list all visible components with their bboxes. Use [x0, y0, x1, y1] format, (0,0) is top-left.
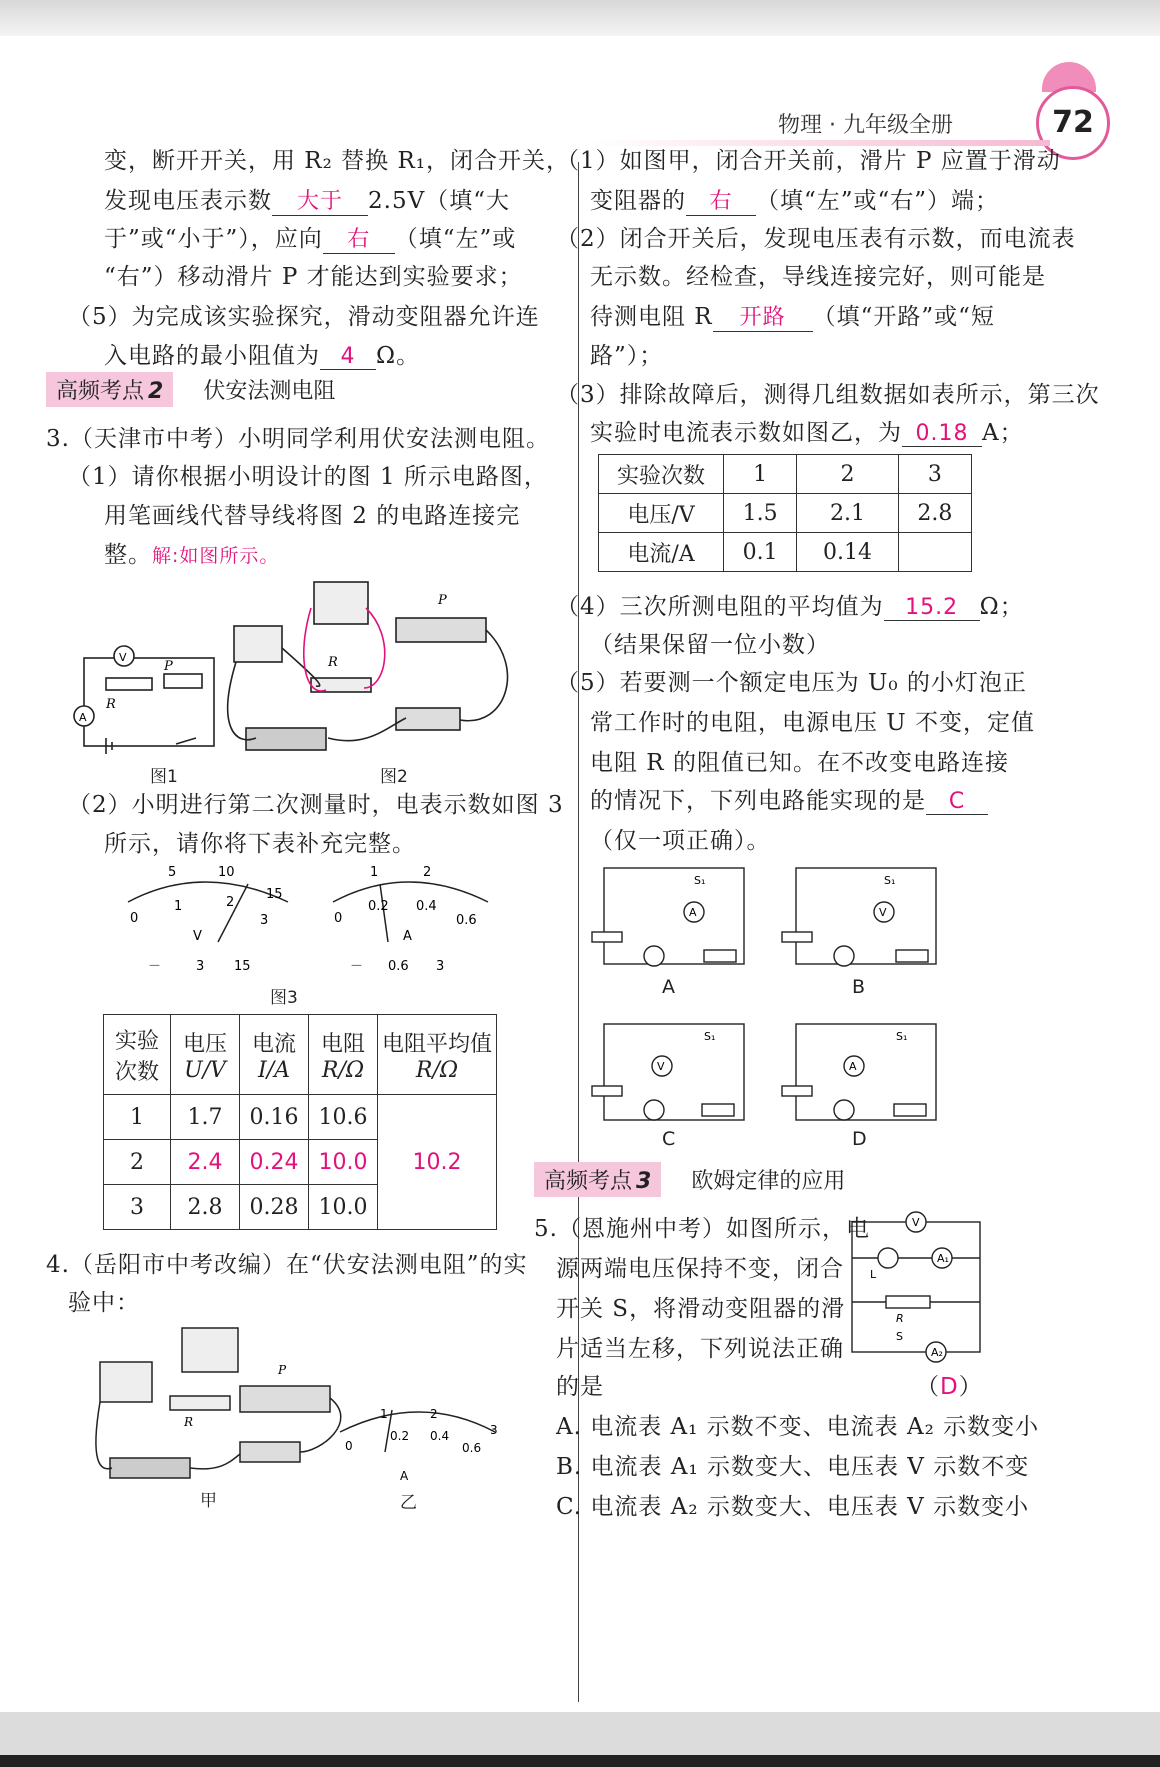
cell: 1 — [724, 455, 797, 494]
q5-option-a: A. 电流表 A₁ 示数不变、电流表 A₂ 示数变小 — [556, 1414, 1040, 1440]
question-5-answer: （D） — [916, 1374, 983, 1400]
figure-3-meters — [118, 862, 498, 982]
answer-blank: 右 — [686, 184, 756, 216]
left-line-3: 于”或“小于”），应向 右 （填“左”或 — [104, 220, 516, 254]
cell: 0.16 — [240, 1095, 309, 1140]
figure-jia-caption: 甲 — [200, 1491, 217, 1511]
data-table-2 — [598, 454, 972, 572]
figure-jia-yi — [90, 1322, 510, 1502]
cell: 2.8 — [171, 1185, 240, 1230]
section-2-header — [46, 372, 335, 406]
svg-text:S₁: S₁ — [896, 1030, 908, 1043]
answer-blank: 右 — [323, 222, 395, 254]
cell: 电流/A — [599, 533, 724, 572]
question-5-line5: 的是 — [556, 1374, 604, 1400]
svg-text:L: L — [870, 1268, 877, 1281]
svg-text:V: V — [657, 1060, 665, 1073]
svg-text:0.6: 0.6 — [456, 913, 477, 928]
figure-2-caption: 图2 — [380, 767, 408, 787]
right-line-8: 实验时电流表示数如图乙，为 0.18 A； — [590, 420, 1024, 446]
right-line-14: 的情况下，下列电路能实现的是 C — [590, 782, 988, 815]
svg-text:－: － — [148, 959, 162, 974]
solution-note: 解:如图所示。 — [152, 545, 280, 567]
svg-text:0: 0 — [334, 911, 343, 926]
svg-text:R: R — [106, 697, 116, 712]
table-row — [599, 494, 972, 533]
question-5-line2: 源两端电压保持不变，闭合 — [556, 1256, 844, 1282]
header-cell: 电压 U/V — [171, 1015, 240, 1095]
cell: 0.14 — [797, 533, 899, 572]
svg-text:3: 3 — [196, 959, 205, 974]
svg-text:V: V — [912, 1216, 920, 1229]
header-cell: 电阻 R/Ω — [309, 1015, 378, 1095]
answer-blank: 开路 — [713, 300, 813, 332]
cell: 3 — [104, 1185, 171, 1230]
answer-cell: 10.0 — [309, 1140, 378, 1185]
svg-text:S₁: S₁ — [704, 1030, 716, 1043]
subject-title: 物理 · 九年级全册 — [778, 113, 953, 138]
right-line-2: 变阻器的 右 （填“左”或“右”）端； — [590, 182, 999, 216]
svg-text:10: 10 — [218, 865, 235, 880]
svg-text:V: V — [193, 929, 202, 944]
svg-text:0.6: 0.6 — [462, 1441, 482, 1455]
svg-text:0.4: 0.4 — [430, 1429, 450, 1443]
left-line-6: 入电路的最小阻值为 4 Ω。 — [104, 343, 421, 369]
question-4-line2: 验中： — [68, 1290, 140, 1316]
svg-text:0.2: 0.2 — [368, 899, 389, 914]
page-number: 72 — [1036, 86, 1110, 160]
answer-cell: 2.4 — [171, 1140, 240, 1185]
average-answer: 10.2 — [378, 1095, 497, 1230]
cell: 1.5 — [724, 494, 797, 533]
q3-part2-line2: 所示，请你将下表补充完整。 — [104, 831, 416, 857]
q5-option-c: C. 电流表 A₂ 示数变大、电压表 V 示数变小 — [556, 1494, 1030, 1520]
svg-text:P: P — [164, 659, 173, 674]
right-line-1: （1）如图甲，闭合开关前，滑片 P 应置于滑动 — [556, 148, 1061, 174]
svg-text:15: 15 — [266, 887, 283, 902]
right-line-4: 无示数。经检查，导线连接完好，则可能是 — [590, 264, 1046, 290]
left-line-1: 变，断开开关，用 R₂ 替换 R₁，闭合开关， — [104, 148, 571, 174]
question-4-line1: 4.（岳阳市中考改编）在“伏安法测电阻”的实 — [46, 1252, 528, 1278]
cell: 10.6 — [309, 1095, 378, 1140]
svg-text:1: 1 — [174, 899, 183, 914]
right-line-11: （5）若要测一个额定电压为 U₀ 的小灯泡正 — [556, 670, 1027, 696]
question-5-line3: 开关 S，将滑动变阻器的滑 — [556, 1296, 846, 1322]
section-tag: 高频考点 3 — [534, 1162, 661, 1197]
svg-text:0: 0 — [130, 911, 139, 926]
right-line-6: 路”）； — [590, 343, 664, 369]
option-circuits — [584, 860, 964, 1160]
svg-text:A: A — [400, 1469, 409, 1483]
section-tag: 高频考点 2 — [46, 372, 173, 407]
svg-text:15: 15 — [234, 959, 251, 974]
cell: 0.28 — [240, 1185, 309, 1230]
svg-text:S₁: S₁ — [884, 874, 896, 887]
svg-text:R: R — [184, 1415, 194, 1429]
question-5-line1: 5.（恩施州中考）如图所示，电 — [534, 1216, 870, 1242]
svg-text:V: V — [879, 906, 887, 919]
header-cell: 电流 I/A — [240, 1015, 309, 1095]
svg-text:1: 1 — [370, 865, 379, 880]
header-cell: 电阻平均值 R/Ω — [378, 1015, 497, 1095]
right-line-12: 常工作时的电阻，电源电压 U 不变，定值 — [590, 710, 1036, 736]
svg-text:0.6: 0.6 — [388, 959, 409, 974]
cell: 实验次数 — [599, 455, 724, 494]
cell: 2.8 — [898, 494, 971, 533]
svg-text:A: A — [849, 1060, 857, 1073]
cell: 0.1 — [724, 533, 797, 572]
section-3-header — [534, 1162, 845, 1196]
right-line-3: （2）闭合开关后，发现电压表有示数，而电流表 — [556, 226, 1076, 252]
cell: 2 — [797, 455, 899, 494]
cell: 1 — [104, 1095, 171, 1140]
figure-1-2-circuits — [66, 578, 566, 788]
figure-1-caption: 图1 — [150, 767, 178, 787]
cell: 1.7 — [171, 1095, 240, 1140]
table-header-row — [104, 1015, 497, 1095]
figure-3-caption: 图3 — [270, 988, 298, 1008]
answer-blank: 4 — [320, 344, 376, 370]
right-line-7: （3）排除故障后，测得几组数据如表所示，第三次 — [556, 382, 1100, 408]
svg-text:2: 2 — [226, 895, 235, 910]
svg-text:0.2: 0.2 — [390, 1429, 410, 1443]
option-a-label: A — [662, 976, 675, 998]
svg-text:A₂: A₂ — [931, 1346, 943, 1359]
table-row — [104, 1095, 497, 1140]
svg-text:A₁: A₁ — [937, 1252, 949, 1265]
section-title: 欧姆定律的应用 — [691, 1168, 846, 1194]
cell: 2 — [104, 1140, 171, 1185]
question-3: 3.（天津市中考）小明同学利用伏安法测电阻。 — [46, 426, 550, 452]
answer-cell: 0.24 — [240, 1140, 309, 1185]
q5-option-b: B. 电流表 A₁ 示数变大、电压表 V 示数不变 — [556, 1454, 1030, 1480]
top-bar — [0, 0, 1160, 36]
cell: 电压/V — [599, 494, 724, 533]
cell: 2.1 — [797, 494, 899, 533]
svg-text:5: 5 — [168, 865, 177, 880]
svg-text:S₁: S₁ — [694, 874, 706, 887]
answer-blank: 0.18 — [902, 421, 982, 447]
svg-text:－: － — [350, 959, 364, 974]
cell — [898, 533, 971, 572]
left-line-4: “右”）移动滑片 P 才能达到实验要求； — [104, 264, 523, 290]
question-5-circuit — [846, 1210, 986, 1370]
table-row — [599, 533, 972, 572]
answer-blank: 15.2 — [884, 595, 980, 621]
svg-text:2: 2 — [430, 1407, 438, 1421]
figure-yi-caption: 乙 — [400, 1493, 417, 1513]
svg-text:3: 3 — [260, 913, 269, 928]
svg-text:A: A — [689, 906, 697, 919]
table-row — [599, 455, 972, 494]
option-b-label: B — [852, 976, 866, 998]
svg-text:V: V — [119, 651, 127, 664]
right-line-15: （仅一项正确）。 — [590, 828, 771, 854]
measurement-table — [103, 1014, 497, 1230]
svg-text:R: R — [328, 655, 338, 670]
svg-text:0: 0 — [345, 1439, 353, 1453]
cell: 3 — [898, 455, 971, 494]
svg-text:1: 1 — [380, 1407, 388, 1421]
option-d-label: D — [852, 1128, 867, 1150]
q3-part2-line1: （2）小明进行第二次测量时，电表示数如图 3 — [68, 792, 564, 818]
right-line-9: （4）三次所测电阻的平均值为 15.2 Ω； — [556, 594, 1024, 620]
svg-text:3: 3 — [490, 1423, 498, 1437]
svg-text:S: S — [896, 1330, 903, 1343]
svg-text:A: A — [79, 711, 87, 724]
section-title: 伏安法测电阻 — [203, 378, 336, 404]
bottom-edge — [0, 1755, 1160, 1767]
left-line-2: 发现电压表示数 大于 2.5V（填“大 — [104, 182, 510, 216]
svg-text:3: 3 — [436, 959, 445, 974]
right-line-5: 待测电阻 R 开路 （填“开路”或“短 — [590, 298, 995, 332]
right-line-10: （结果保留一位小数） — [590, 632, 830, 658]
svg-text:P: P — [278, 1363, 287, 1377]
left-line-5: （5）为完成该实验探究，滑动变阻器允许连 — [68, 304, 540, 330]
answer-blank: 大于 — [272, 184, 368, 216]
svg-text:R: R — [896, 1312, 904, 1325]
header-cell: 实验 次数 — [104, 1015, 171, 1095]
right-line-13: 电阻 R 的阻值已知。在不改变电路连接 — [590, 750, 1009, 776]
svg-text:P: P — [438, 593, 447, 608]
q3-part1-line2: 用笔画线代替导线将图 2 的电路连接完 — [104, 503, 521, 529]
svg-text:0.4: 0.4 — [416, 899, 437, 914]
question-5-line4: 片适当左移，下列说法正确 — [556, 1336, 844, 1362]
answer-blank: C — [926, 789, 988, 815]
cell: 10.0 — [309, 1185, 378, 1230]
q3-part1-line1: （1）请你根据小明设计的图 1 所示电路图， — [68, 464, 548, 490]
option-c-label: C — [662, 1128, 676, 1150]
svg-text:A: A — [403, 929, 412, 944]
svg-text:2: 2 — [423, 865, 432, 880]
q3-part1-line3: 整。解:如图所示。 — [104, 542, 280, 568]
